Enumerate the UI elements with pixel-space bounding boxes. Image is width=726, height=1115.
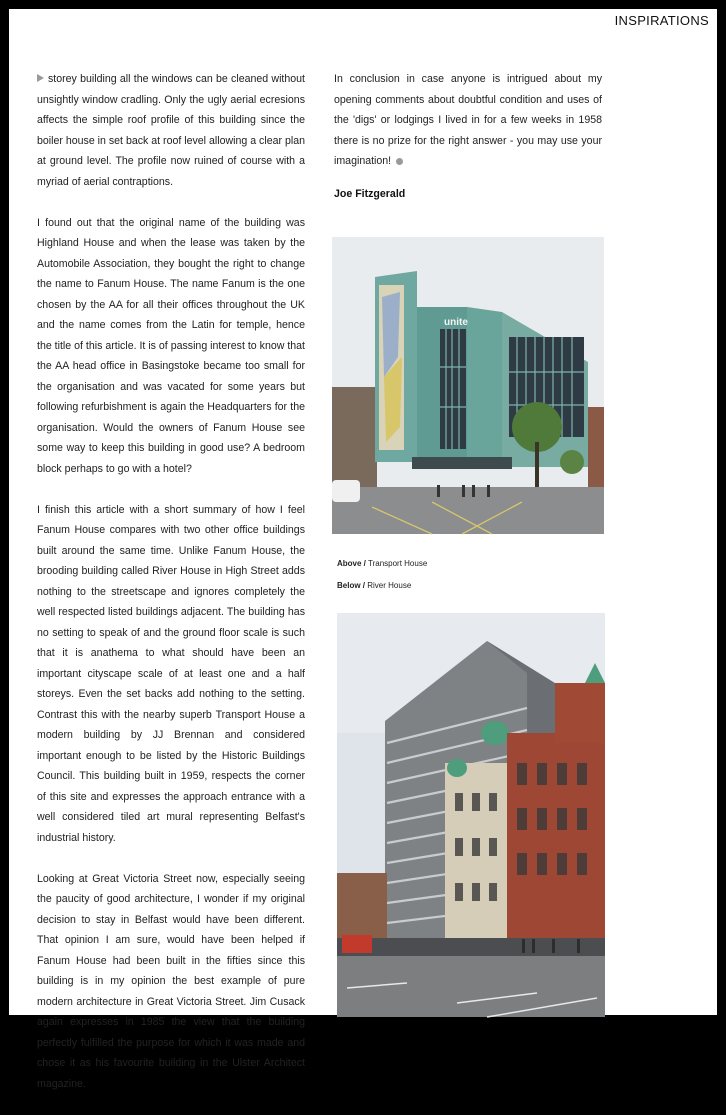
article-right-column: [334, 69, 602, 204]
paragraph-2: I found out that the original name of the building was Highland House and when the lease was taken by the Automobile Association, they bought the right to change the name to Fanum House. The name Fanum is the one chosen by the AA for all their offices throughout the UK and the name comes from the Latin for temple, hence the title of this article. It is of passing interest to know that the AA head office in Basingstoke became too small for the organisation and was vacated for some years but following refurbishment is again the Headquarters for the organisation. Would the owners of Fanum House see some way to keep this building in good use? A bedroom block perhaps to go with a hotel?: [37, 216, 305, 475]
article-left-column: [37, 69, 305, 1115]
transport-house-photo: [332, 237, 604, 534]
author-name: Joe Fitzgerald: [334, 187, 406, 200]
continuation-arrow-icon: [37, 74, 44, 82]
river-house-photo: [337, 613, 605, 1017]
end-of-article-dot-icon: [396, 158, 403, 165]
closing-paragraph: In conclusion in case anyone is intrigued about my opening comments about doubtful condition and uses of the 'digs' or lodgings I lived in for a few weeks in 1958 there is no prize for the right answer - you may use your imagination!: [334, 73, 602, 167]
caption-below: Below / River House: [337, 581, 412, 590]
paragraph-1: storey building all the windows can be cleaned without unsightly window cradling. Only the ugly aerial ecresions affects the simple roof profile of this building since the boiler house in set back at roof level allowing a clear plan at ground level. The profile now ruined of course with a myriad of aerial contraptions.: [37, 73, 305, 188]
paragraph-3: I finish this article with a short summary of how I feel Fanum House compares with two other office buildings built around the same time. Unlike Fanum House, the brooding building called River House in High Street adds nothing to the streetscape and ignores completely the well respected listed buildings adjacent. The building has no setting to speak of and the ground floor scale is such that it is anathema to what should have been an important cityscape scale of at least one and a half storeys. Even the set backs add nothing to the setting. Contrast this with the nearby superb Transport House a modern building by JJ Brennan and considered important enough to be listed by the Historic Buildings Council. This building built in 1959, respects the corner of this site and expresses the approach entrance with a well considered tiled art mural representing Belfast's industrial history.: [37, 503, 305, 844]
section-heading: INSPIRATIONS: [614, 13, 709, 28]
photo-captions: [337, 553, 427, 597]
paragraph-4: Looking at Great Victoria Street now, especially seeing the paucity of good architecture, I wonder if my original decision to stay in Belfast would have been different. That opinion I am sure, would have been helped if Fanum House had been built in the fifties since this building is in my opinion the best example of pure modern architecture in Great Victoria Street. Jim Cusack again expresses in 1985 the view that the building perfectly fulfilled the purpose for which it was made and chose it as his favourite building in the Ulster Architect magazine.: [37, 872, 305, 1090]
caption-above: Above / Transport House: [337, 559, 428, 568]
magazine-page: [9, 9, 717, 1090]
building-sign: unite: [444, 317, 468, 328]
